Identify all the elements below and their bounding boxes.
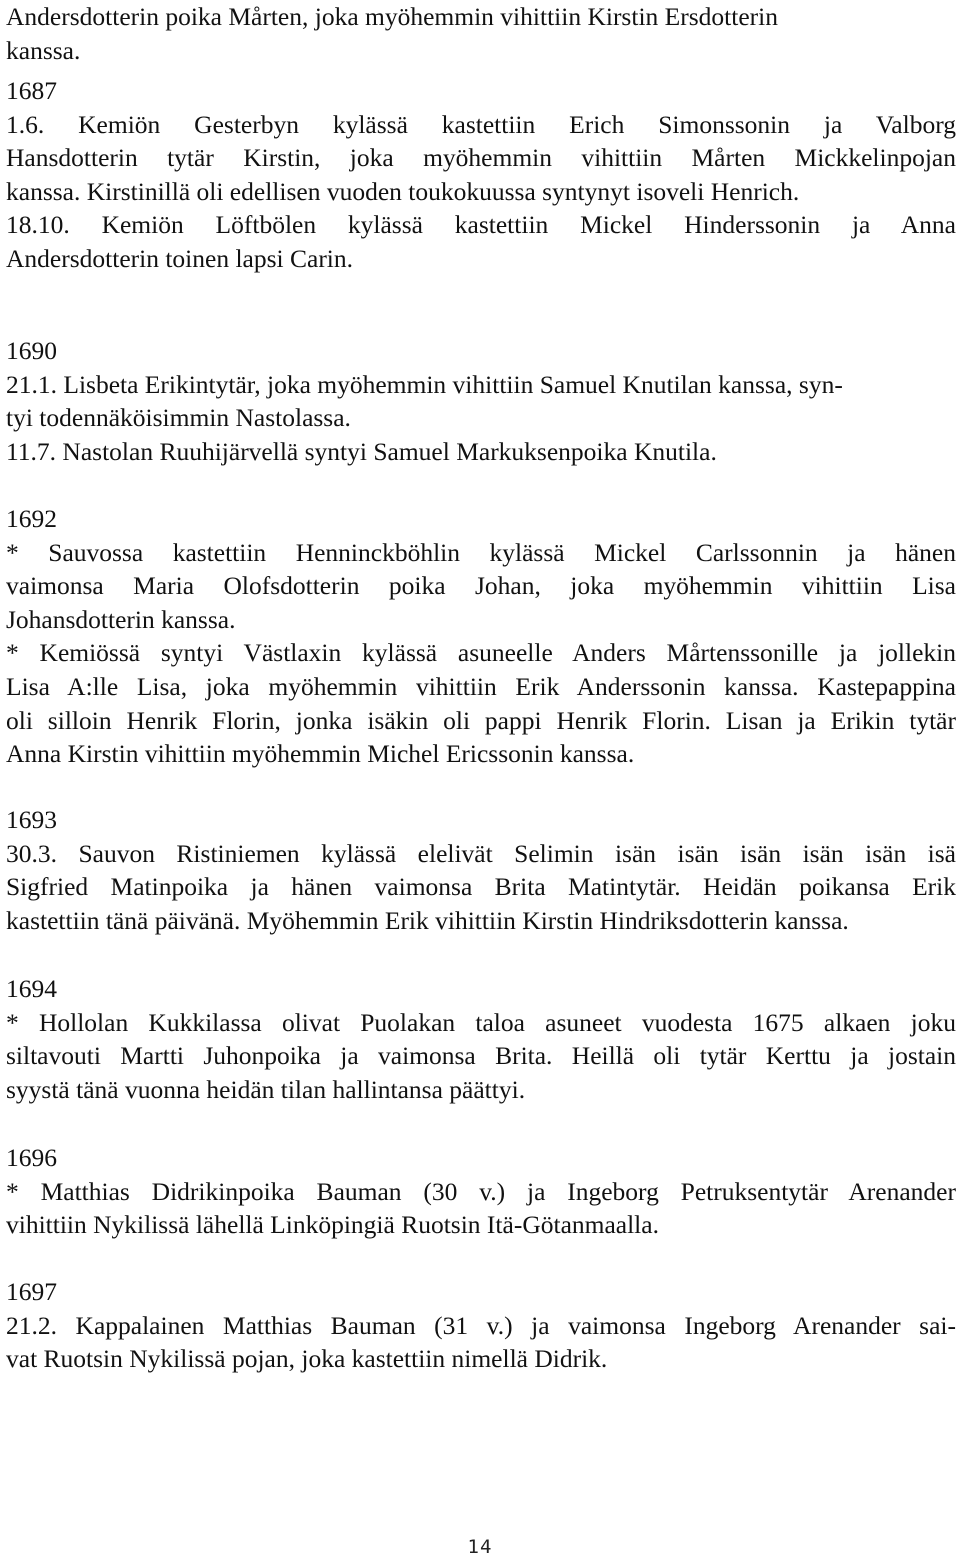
entry-line: Johansdotterin kanssa. [6,604,236,634]
entry-line: Lisa A:lle Lisa, joka myöhemmin vihittiin Erik Anderssonin kanssa. Kastepappina [6,671,956,701]
entry-line: syystä tänä vuonna heidän tilan hallintansa päättyi. [6,1074,526,1104]
entry-line: vihittiin Nykilissä lähellä Linköpingiä Ruotsin Itä-Götanmaalla. [6,1210,659,1240]
entry-1694 [6,972,956,1106]
entry-year: 1693 [6,805,57,834]
entry-1693 [6,803,956,937]
entry-year: 1694 [6,974,57,1003]
entry-line: tyi todennäköisimmin Nastolassa. [6,403,351,433]
entry-line: * Hollolan Kukkilassa olivat Puolakan taloa asuneet vuodesta 1675 alkaen joku [6,1007,956,1037]
entry-line: 21.2. Kappalainen Matthias Bauman (31 v.) ja vaimonsa Ingeborg Arenander sai- [6,1310,956,1340]
intro-line: kanssa. [6,35,81,65]
entry-year: 1697 [6,1277,57,1306]
entry-line: siltavouti Martti Juhonpoika ja vaimonsa Brita. Heillä oli tytär Kerttu ja jostain [6,1041,956,1071]
entry-line: 11.7. Nastolan Ruuhijärvellä syntyi Samuel Markuksenpoika Knutila. [6,436,717,466]
entry-line: 30.3. Sauvon Ristiniemen kylässä elelivät Selimin isän isän isän isän isän isä [6,838,956,868]
entry-year: 1692 [6,504,57,533]
entry-line: oli silloin Henrik Florin, jonka isäkin oli pappi Henrik Florin. Lisan ja Erikin tytär [6,705,956,735]
entry-line: * Kemiössä syntyi Västlaxin kylässä asuneelle Anders Mårtenssonille ja jollekin [6,638,956,668]
intro-paragraph [6,0,956,67]
entry-line: kastettiin tänä päivänä. Myöhemmin Erik vihittiin Kirstin Hindriksdotterin kanssa. [6,905,849,935]
entry-line: Andersdotterin toinen lapsi Carin. [6,243,354,273]
entry-line: * Sauvossa kastettiin Henninckböhlin kylässä Mickel Carlssonnin ja hänen [6,537,956,567]
entry-line: Hansdotterin tytär Kirstin, joka myöhemmin vihittiin Mårten Mickkelinpojan [6,143,956,173]
entry-1690 [6,334,956,468]
entry-line: Anna Kirstin vihittiin myöhemmin Michel Ericssonin kanssa. [6,739,635,769]
entry-year: 1687 [6,76,57,105]
intro-line: Andersdotterin poika Mårten, joka myöhemmin vihittiin Kirstin Ersdotterin [6,2,778,31]
entry-line: 21.1. Lisbeta Erikintytär, joka myöhemmin vihittiin Samuel Knutilan kanssa, syn- [6,369,843,399]
entry-year: 1690 [6,336,57,365]
entry-line: Sigfried Matinpoika ja hänen vaimonsa Brita Matintytär. Heidän poikansa Erik [6,872,956,902]
entry-1692 [6,502,956,771]
page-number: 14 [467,1536,493,1558]
entry-year: 1696 [6,1143,57,1172]
entry-1687 [6,74,956,276]
entry-line: 18.10. Kemiön Löftbölen kylässä kastettiin Mickel Hinderssonin ja Anna [6,210,956,240]
entry-line: 1.6. Kemiön Gesterbyn kylässä kastettiin Erich Simonssonin ja Valborg [6,109,956,139]
entry-line: kanssa. Kirstinillä oli edellisen vuoden toukokuussa syntynyt isoveli Henrich. [6,176,800,206]
entry-1697 [6,1275,956,1376]
entry-line: vat Ruotsin Nykilissä pojan, joka kastettiin nimellä Didrik. [6,1344,608,1374]
entry-line: * Matthias Didrikinpoika Bauman (30 v.) ja Ingeborg Petruksentytär Arenander [6,1176,956,1206]
entry-line: vaimonsa Maria Olofsdotterin poika Johan, joka myöhemmin vihittiin Lisa [6,571,956,601]
entry-1696 [6,1141,956,1242]
